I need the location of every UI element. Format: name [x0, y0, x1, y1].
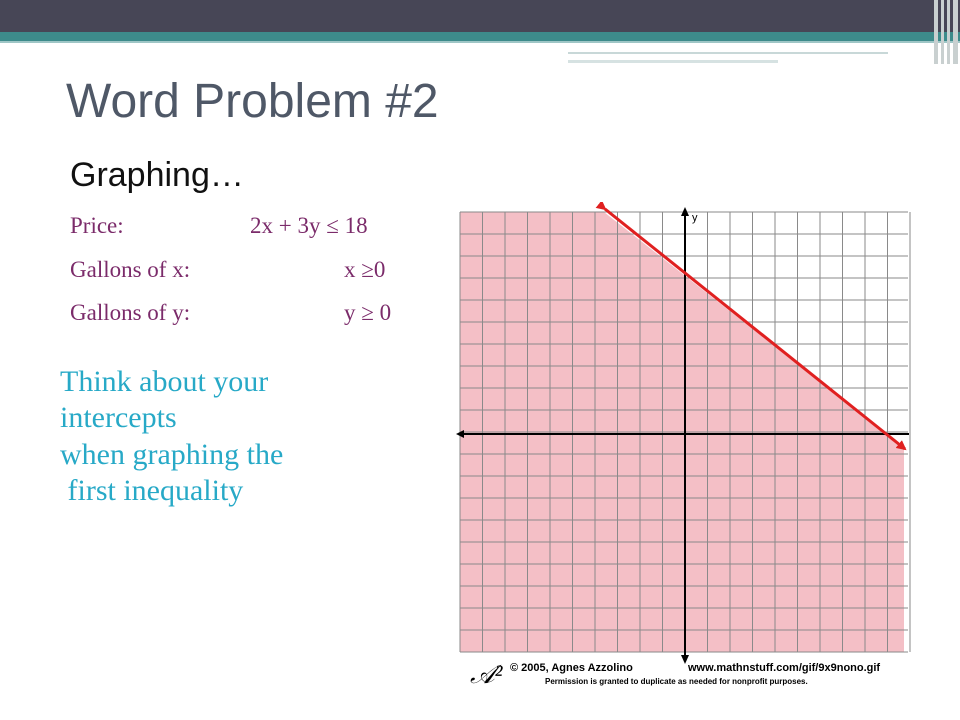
decorative-stripe	[953, 0, 958, 64]
y-axis-label: y	[692, 212, 698, 224]
constraint-value-price: 2x + 3y ≤ 18	[250, 213, 368, 238]
constraint-value-x: x ≥0	[344, 257, 386, 282]
graph-copyright: © 2005, Agnes Azzolino	[510, 662, 633, 674]
decorative-stripe	[941, 0, 944, 64]
decorative-line	[568, 52, 888, 54]
decorative-stripe	[947, 0, 950, 64]
slide-title: Word Problem #2	[66, 75, 439, 128]
header-accent-bar	[0, 32, 960, 41]
graph-permission: Permission is granted to duplicate as needed for nonprofit purposes.	[545, 677, 808, 686]
decorative-stripe	[934, 0, 938, 64]
header-accent-line	[0, 41, 960, 43]
hint-text: Think about your intercepts when graphing the first inequality	[60, 365, 284, 507]
slide-subtitle: Graphing…	[70, 156, 244, 194]
constraint-label-x: Gallons of x:	[70, 257, 191, 282]
constraint-label-price: Price:	[70, 213, 124, 238]
a2-logo: 𝒜²	[470, 660, 503, 689]
header-bar	[0, 0, 960, 32]
constraint-value-y: y ≥ 0	[344, 300, 392, 325]
constraint-label-y: Gallons of y:	[70, 300, 191, 325]
graph-source-url: www.mathnstuff.com/gif/9x9nono.gif	[688, 662, 881, 674]
decorative-line	[568, 60, 778, 63]
coordinate-graph	[454, 202, 914, 702]
